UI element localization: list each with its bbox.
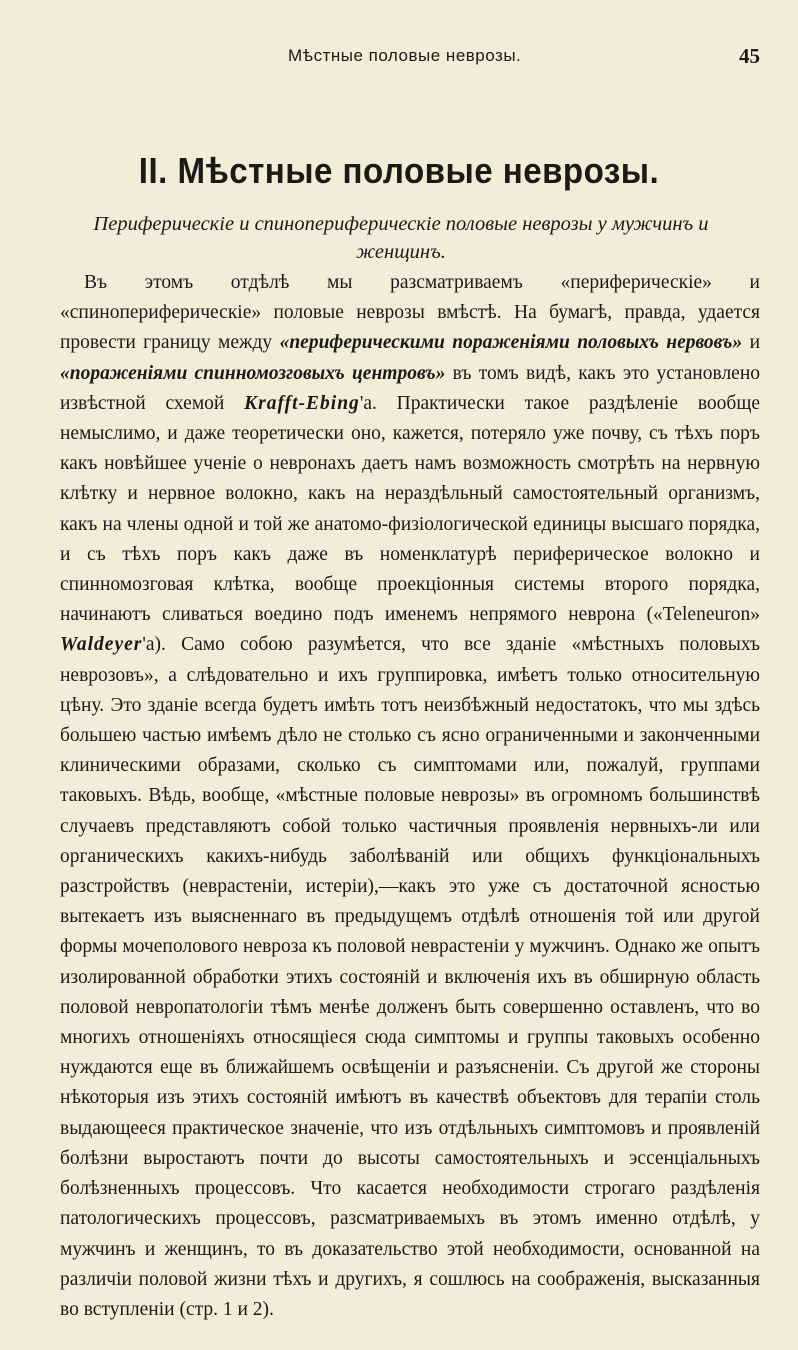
page-number: 45 — [739, 44, 760, 68]
text-run: въ томъ видѣ, какъ это установлено извѣстной схемой — [60, 362, 761, 414]
running-title: Мѣстные половые неврозы. — [288, 46, 522, 65]
author-name-krafft-ebing: Krafft-Ebing — [244, 392, 360, 414]
text-run: Въ этомъ отдѣлѣ мы разсматриваемъ «периферическіе» и «спинопериферическіе» половые неврозы вмѣстѣ. На бумагѣ, правда, удается провести границу между — [60, 272, 760, 354]
chapter-subtitle: Периферическіе и спинопериферическіе половые неврозы у мужчинъ и женщинъ. — [93, 213, 709, 263]
text-run: 'а. Практически такое раздѣленіе вообще немыслимо, и даже теоретически оно, кажется, потеряло уже почву, съ тѣхъ поръ какъ новѣйшее ученіе о невронахъ даетъ намъ возможность смотрѣть на нервную клѣтку и нервное волокно, какъ на нераздѣльный самостоятельный организмъ, какъ на члены одной и той же анатомо-физіологической единицы высшаго порядка, и съ тѣхъ поръ какъ даже въ номенклатурѣ периферическое волокно и спинномозговая клѣтка, вообще проекціонныя системы второго порядка, начинаютъ сливаться воедино подъ именемъ непрямого неврона («Teleneuron» — [60, 392, 761, 626]
author-name-waldeyer: Waldeyer — [60, 634, 143, 656]
running-header — [0, 46, 798, 72]
emphasis-peripheral-lesions: «периферическими пораженіями половыхъ нервовъ» — [279, 332, 743, 354]
text-run: и — [742, 332, 761, 354]
body-text — [60, 268, 760, 1325]
emphasis-spinal-lesions: «пораженіями спинномозговыхъ центровъ» — [60, 362, 446, 384]
text-run: 'а). Само собою разумѣется, что все зданіе «мѣстныхъ половыхъ неврозовъ», а слѣдовательно и ихъ группировка, имѣетъ только относительную цѣну. Это зданіе всегда будетъ имѣть тотъ неизбѣжный недостатокъ, что мы здѣсь большею частью имѣемъ дѣло не столько съ ясно ограниченными и законченными клиническими образами, сколько съ симптомами или, пожалуй, группами таковыхъ. Вѣдь, вообще, «мѣстные половые неврозы» въ огромномъ большинствѣ случаевъ представляютъ собой только частичныя проявленія нервныхъ-ли или органическихъ какихъ-нибудь заболѣваній или общихъ функціональныхъ разстройствъ (неврастеніи, истеріи),—какъ это уже съ достаточной ясностью вытекаетъ изъ выясненнаго въ предыдущемъ отдѣлѣ отношенія той или другой формы мочеполового невроза къ половой неврастеніи у мужчинъ. Однако же опытъ изолированной обработки этихъ состояній и включенія ихъ въ обширную область половой невропатологіи тѣмъ менѣе долженъ быть совершенно оставленъ, что во многихъ отношеніяхъ относящіеся сюда симптомы и группы таковыхъ особенно нуждаются еще въ ближайшемъ освѣщеніи и разъясненіи. Съ другой же стороны нѣкоторыя изъ этихъ состояній имѣютъ въ качествѣ объектовъ для терапіи столь выдающееся практическое значеніе, что изъ отдѣльныхъ симптомовъ и проявленій болѣзни выростаютъ почти до высоты самостоятельныхъ и эссенціальныхъ болѣзненныхъ процессовъ. Что касается необходимости строгаго раздѣленія патологическихъ процессовъ, разсматриваемыхъ въ этомъ именно отдѣлѣ, у мужчинъ и женщинъ, то въ доказательство этой необходимости, основанной на различіи половой жизни тѣхъ и другихъ, я сошлюсь на соображенія, высказанныя во вступленіи (стр. 1 и 2). — [60, 634, 760, 1320]
chapter-title: II. Мѣстные половые неврозы. — [138, 150, 660, 191]
paragraph — [60, 268, 760, 1325]
